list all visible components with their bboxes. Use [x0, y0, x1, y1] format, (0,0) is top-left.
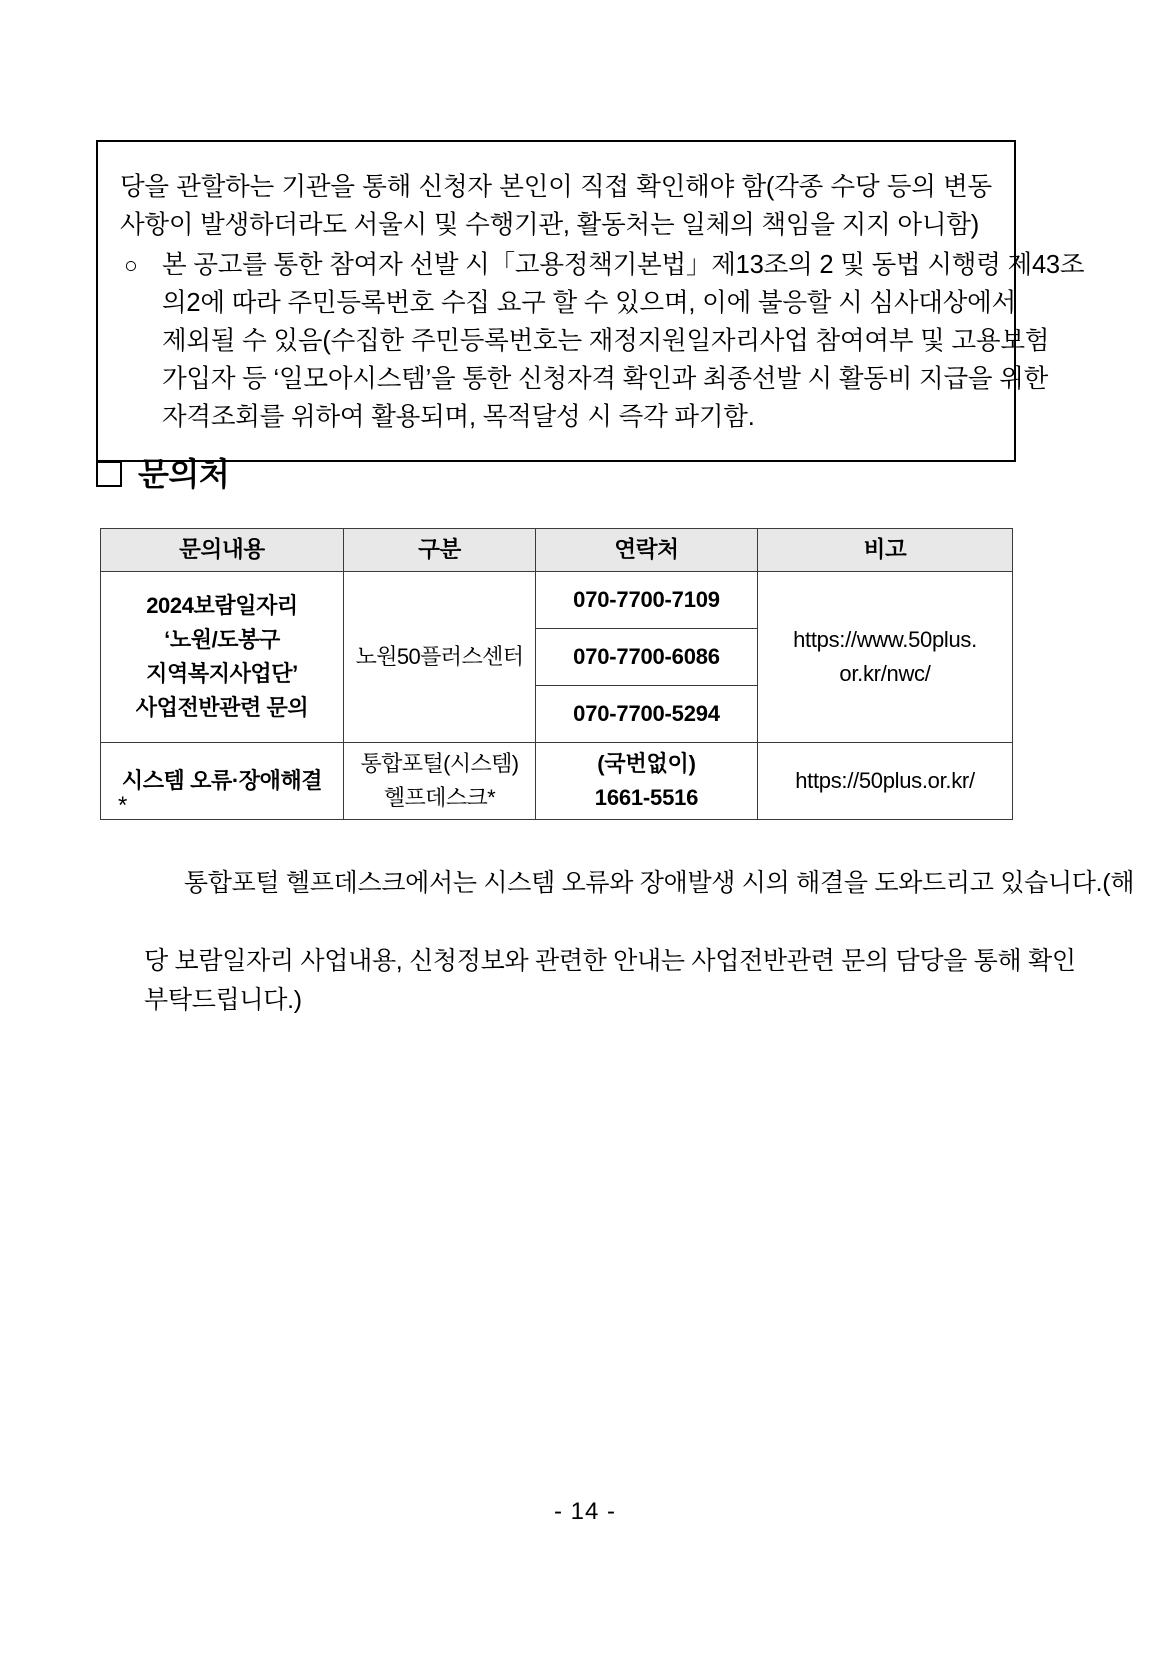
table-row: [101, 572, 1013, 629]
footnote-line: 당 보람일자리 사업내용, 신청정보와 관련한 안내는 사업전반관련 문의 담당을 통해 확인: [144, 947, 1076, 975]
page-number: - 14 -: [553, 1498, 616, 1525]
division-line: 노원50플러스센터: [355, 644, 524, 669]
asterisk-icon: *: [118, 792, 128, 819]
footnote: [118, 786, 1135, 1020]
notice-line: 가입자 등 ‘일모아시스템’을 통한 신청자격 확인과 최종선발 시 활동비 지급을 위한: [162, 365, 1049, 393]
phone-number: 1661-5516: [594, 785, 699, 810]
column-header-phone: 연락처: [536, 529, 758, 572]
cell-inquiry: [101, 572, 344, 743]
notice-paragraph-bulleted: [120, 246, 1085, 436]
phone-number: 070-7700-5294: [573, 701, 720, 726]
notice-box: [96, 140, 1085, 462]
notice-line: 자격조회를 위하여 활용되며, 목적달성 시 즉각 파기함.: [162, 403, 755, 431]
cell-division: [344, 572, 536, 743]
notice-paragraph-continuation: [120, 168, 992, 244]
contact-table: [100, 528, 1013, 820]
phone-number: 070-7700-7109: [573, 587, 720, 612]
square-outline-icon: [96, 461, 122, 487]
cell-phone: [536, 629, 758, 686]
note-url-line: https://www.50plus.: [793, 627, 977, 652]
table-header: [101, 529, 1013, 572]
notice-line: 당을 관할하는 기관을 통해 신청자 본인이 직접 확인해야 함(각종 수당 등의 변동: [120, 173, 992, 201]
column-header-division: 구분: [344, 529, 536, 572]
cell-note: [758, 572, 1013, 743]
footnote-line: [118, 786, 1135, 942]
table-header-row: [101, 529, 1013, 572]
phone-number: 070-7700-6086: [573, 644, 720, 669]
table-body: [101, 572, 1013, 820]
inquiry-line: 2024보람일자리: [146, 593, 298, 618]
notice-line: 사항이 발생하더라도 서울시 및 수행기관, 활동처는 일체의 책임을 지지 아니함): [120, 211, 979, 239]
circle-bullet-icon: ○: [124, 252, 138, 278]
section-heading: [96, 458, 229, 490]
note-url-line: or.kr/nwc/: [839, 661, 931, 686]
inquiry-line: ‘노원/도봉구: [164, 627, 280, 652]
inquiry-line: 사업전반관련 문의: [135, 695, 309, 720]
division-line: 통합포털(시스템): [360, 751, 519, 776]
footnote-line: 부탁드립니다.): [144, 986, 302, 1014]
inquiry-line: 시스템 오류·장애해결: [121, 768, 323, 793]
column-header-inquiry: 문의내용: [101, 529, 344, 572]
phone-prefix-note: (국번없이): [597, 751, 696, 776]
cell-phone: [536, 686, 758, 743]
cell-phone: [536, 572, 758, 629]
note-url-line: https://50plus.or.kr/: [795, 768, 975, 793]
inquiry-line: 지역복지사업단’: [146, 661, 298, 686]
division-line: 헬프데스크*: [383, 785, 496, 810]
notice-line: 의2에 따라 주민등록번호 수집 요구 할 수 있으며, 이에 불응할 시 심사대상에서: [162, 289, 1017, 317]
notice-line: 본 공고를 통한 참여자 선발 시「고용정책기본법」제13조의 2 및 동법 시행령 제43조: [162, 251, 1085, 279]
page-title: 문의처: [138, 456, 230, 492]
column-header-note: 비고: [758, 529, 1013, 572]
notice-line: 제외될 수 있음(수집한 주민등록번호는 재정지원일자리사업 참여여부 및 고용보험: [162, 327, 1050, 355]
footnote-text: 통합포털 헬프데스크에서는 시스템 오류와 장애발생 시의 해결을 도와드리고 있습니다.(해: [183, 869, 1135, 897]
